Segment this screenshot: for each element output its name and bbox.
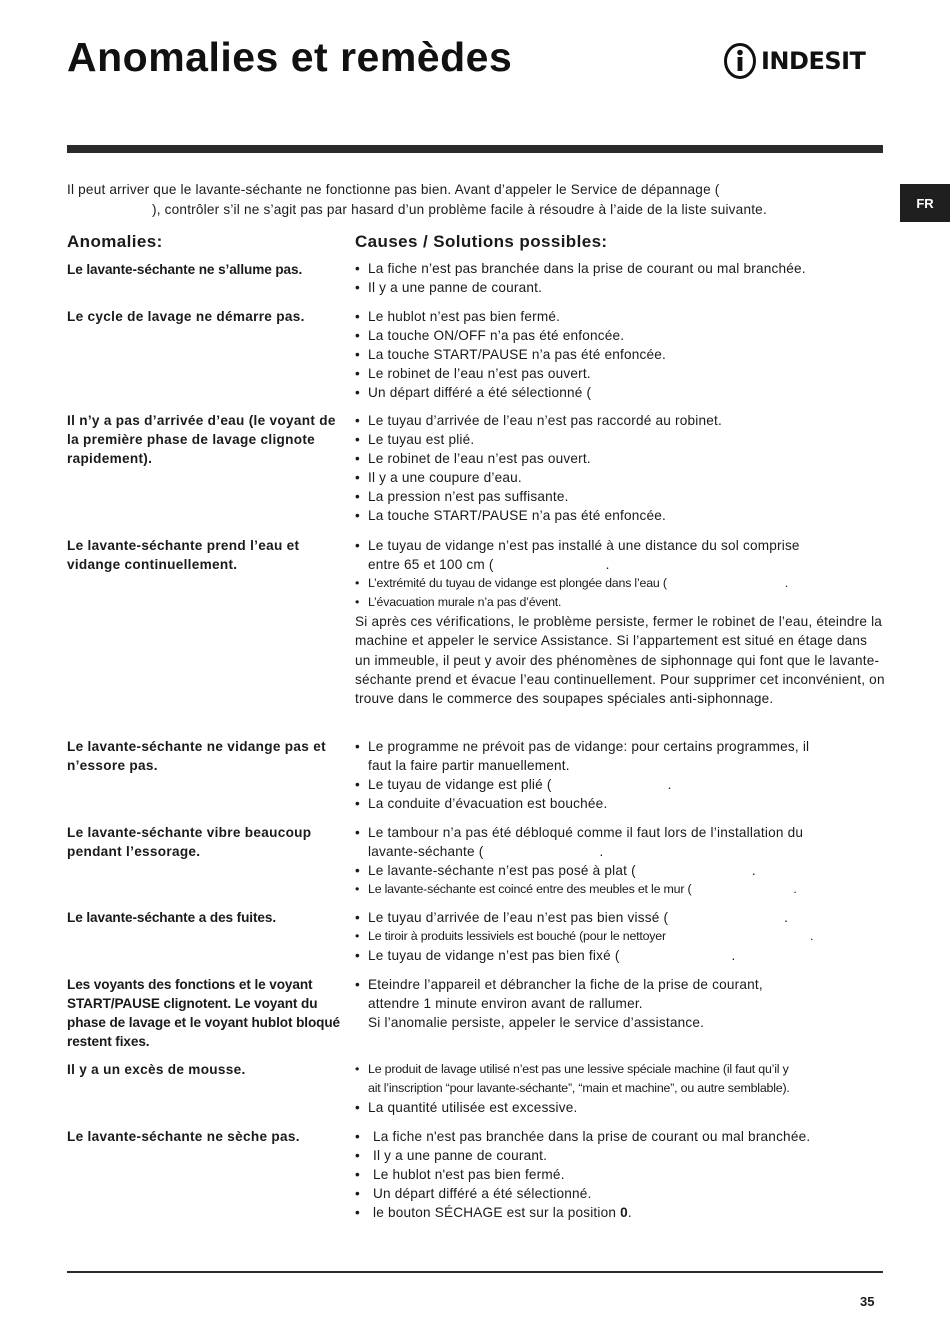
anomaly-no-power: Le lavante-séchante ne s’allume pas.	[67, 262, 303, 277]
causes-vibration	[355, 823, 885, 899]
cause-continuation: faut la faire partir manuellement.	[368, 758, 570, 774]
anomaly-vibration: Le lavante-séchante vibre beaucoup pendant l’essorage.	[67, 825, 312, 860]
intro-paragraph	[67, 180, 867, 219]
cause-item: Le tuyau de vidange est plié (	[368, 777, 552, 793]
cause-item: • L’évacuation murale n’a pas d’évent.	[355, 593, 885, 612]
cause-continuation: ait l’inscription “pour lavante-séchante”, “main et machine”, ou autre semblable).	[368, 1081, 790, 1096]
page-number: 35	[860, 1294, 875, 1309]
cause-item: • Un départ différé a été sélectionné (	[355, 383, 885, 402]
cause-item: • Le robinet de l’eau n’est pas ouvert.	[355, 364, 885, 383]
cause-item: • La fiche n’est pas branchée dans la prise de courant ou mal branchée.	[355, 259, 885, 278]
language-tab: FR	[900, 184, 950, 222]
cause-item: • Le tambour n’a pas été débloqué comme il faut lors de l’installation du	[355, 823, 885, 842]
cause-continuation: Si l’anomalie persiste, appeler le service d’assistance.	[368, 1015, 705, 1031]
causes-no-drain-spin	[355, 737, 885, 813]
trailing-period: .	[784, 910, 789, 925]
cause-item: • Le hublot n’est pas bien fermé.	[355, 307, 885, 326]
trailing-period: .	[809, 929, 814, 944]
drying-knob-position: 0	[620, 1205, 628, 1221]
cause-item: • Le hublot n'est pas bien fermé.	[355, 1165, 885, 1184]
cause-item: L’extrémité du tuyau de vidange est plongée dans l’eau (	[368, 576, 667, 591]
anomaly-excess-foam: Il y a un excès de mousse.	[67, 1062, 246, 1077]
trailing-period: .	[599, 844, 604, 860]
cause-item: Le tuyau d’arrivée de l’eau n’est pas bien vissé (	[368, 910, 669, 925]
anomaly-no-drying: Le lavante-séchante ne sèche pas.	[67, 1129, 300, 1144]
trailing-period: .	[627, 1205, 632, 1221]
cause-item: • La quantité utilisée est excessive.	[355, 1098, 885, 1117]
cause-continuation: lavante-séchante (	[368, 844, 484, 860]
causes-blinking-lights	[355, 975, 885, 1032]
cause-item: • Le produit de lavage utilisé n’est pas une lessive spéciale machine (il faut qu’il y	[355, 1060, 885, 1079]
header-divider	[67, 145, 883, 153]
trailing-period: .	[667, 777, 672, 793]
cause-item: Le tiroir à produits lessiviels est bouché (pour le nettoyer	[368, 929, 666, 944]
anomaly-blinking-lights: Les voyants des fonctions et le voyant START/PAUSE clignotent. Le voyant du phase de lavage et le voyant hublot bloqué restent fixes.	[67, 977, 341, 1050]
trailing-period: .	[605, 557, 610, 573]
anomaly-no-water: Il n’y a pas d’arrivée d’eau (le voyant de la première phase de lavage clignote rapidement).	[67, 413, 336, 467]
cause-item: • Eteindre l’appareil et débrancher la fiche de la prise de courant,	[355, 975, 885, 994]
page-title: Anomalies et remèdes	[67, 34, 513, 80]
cause-item: • Il y a une panne de courant.	[355, 1146, 885, 1165]
cause-item: • Le programme ne prévoit pas de vidange: pour certains programmes, il	[355, 737, 885, 756]
cause-item: • Il y a une panne de courant.	[355, 278, 885, 297]
cause-item: • La touche START/PAUSE n’a pas été enfoncée.	[355, 345, 885, 364]
anomaly-continuous-drain: Le lavante-séchante prend l’eau et vidange continuellement.	[67, 538, 300, 573]
brand-logo	[723, 42, 865, 80]
cause-item: Le tuyau de vidange n’est pas bien fixé (	[368, 948, 620, 964]
trailing-period: .	[731, 948, 736, 964]
causes-no-water	[355, 411, 885, 526]
cause-item: • Il y a une coupure d’eau.	[355, 468, 885, 487]
cause-item: • Le tuyau d’arrivée de l’eau n’est pas raccordé au robinet.	[355, 411, 885, 430]
cause-continuation: attendre 1 minute environ avant de rallumer.	[368, 996, 643, 1012]
intro-line-2: ), contrôler s’il ne s’agit pas par hasard d’un problème facile à résoudre à l’aide de la liste suivante.	[152, 201, 767, 217]
intro-line-1: Il peut arriver que le lavante-séchante ne fonctionne pas bien. Avant d’appeler le Service de dépannage (	[67, 182, 720, 197]
cause-item: • La touche START/PAUSE n’a pas été enfoncée.	[355, 506, 885, 525]
cause-item: • La conduite d’évacuation est bouchée.	[355, 794, 885, 813]
cause-item: • La touche ON/OFF n’a pas été enfoncée.	[355, 326, 885, 345]
anomalies-heading: Anomalies:	[67, 232, 163, 251]
causes-leaks	[355, 908, 885, 965]
indesit-i-logo-icon	[723, 42, 757, 80]
cause-item: Le lavante-séchante est coincé entre des meubles et le mur (	[368, 882, 692, 897]
causes-continuous-drain	[355, 536, 885, 708]
trailing-period: .	[793, 882, 797, 897]
cause-continuation: entre 65 et 100 cm (	[368, 557, 494, 573]
logo-wordmark: INDESIT	[761, 47, 866, 75]
trailing-period: .	[751, 863, 756, 879]
anomaly-cycle-no-start: Le cycle de lavage ne démarre pas.	[67, 309, 305, 324]
trailing-period: .	[784, 576, 789, 591]
causes-cycle-no-start	[355, 307, 885, 402]
causes-no-drying	[355, 1127, 885, 1222]
cause-item: • Le tuyau est plié.	[355, 430, 885, 449]
cause-item: • Le robinet de l’eau n’est pas ouvert.	[355, 449, 885, 468]
anomaly-leaks: Le lavante-séchante a des fuites.	[67, 910, 276, 925]
cause-item: Le lavante-séchante n’est pas posé à plat (	[368, 863, 636, 879]
cause-item: • Un départ différé a été sélectionné.	[355, 1184, 885, 1203]
cause-item: • Le tuyau de vidange n’est pas installé à une distance du sol comprise	[355, 536, 885, 555]
cause-item: • La pression n’est pas suffisante.	[355, 487, 885, 506]
anomaly-no-drain-spin: Le lavante-séchante ne vidange pas et n’essore pas.	[67, 739, 326, 774]
cause-note: Si après ces vérifications, le problème persiste, fermer le robinet de l’eau, éteindre la machine et appeler le service Assistance. Si l’appartement est situé en étage dans un immeuble, il peut y avoir des phénomènes de siphonnage qui font que le lavante-séchante prend et évacue l’eau continuellement. Pour supprimer cet inconvénient, on trouve dans le commerce des soupapes spéciales anti-siphonnage.	[355, 614, 885, 706]
causes-heading: Causes / Solutions possibles:	[355, 232, 608, 251]
cause-item: • La fiche n'est pas branchée dans la prise de courant ou mal branchée.	[355, 1127, 885, 1146]
causes-no-power	[355, 259, 885, 297]
footer-divider	[67, 1271, 883, 1273]
causes-excess-foam	[355, 1060, 885, 1117]
cause-item: le bouton SÉCHAGE est sur la position	[373, 1205, 617, 1221]
